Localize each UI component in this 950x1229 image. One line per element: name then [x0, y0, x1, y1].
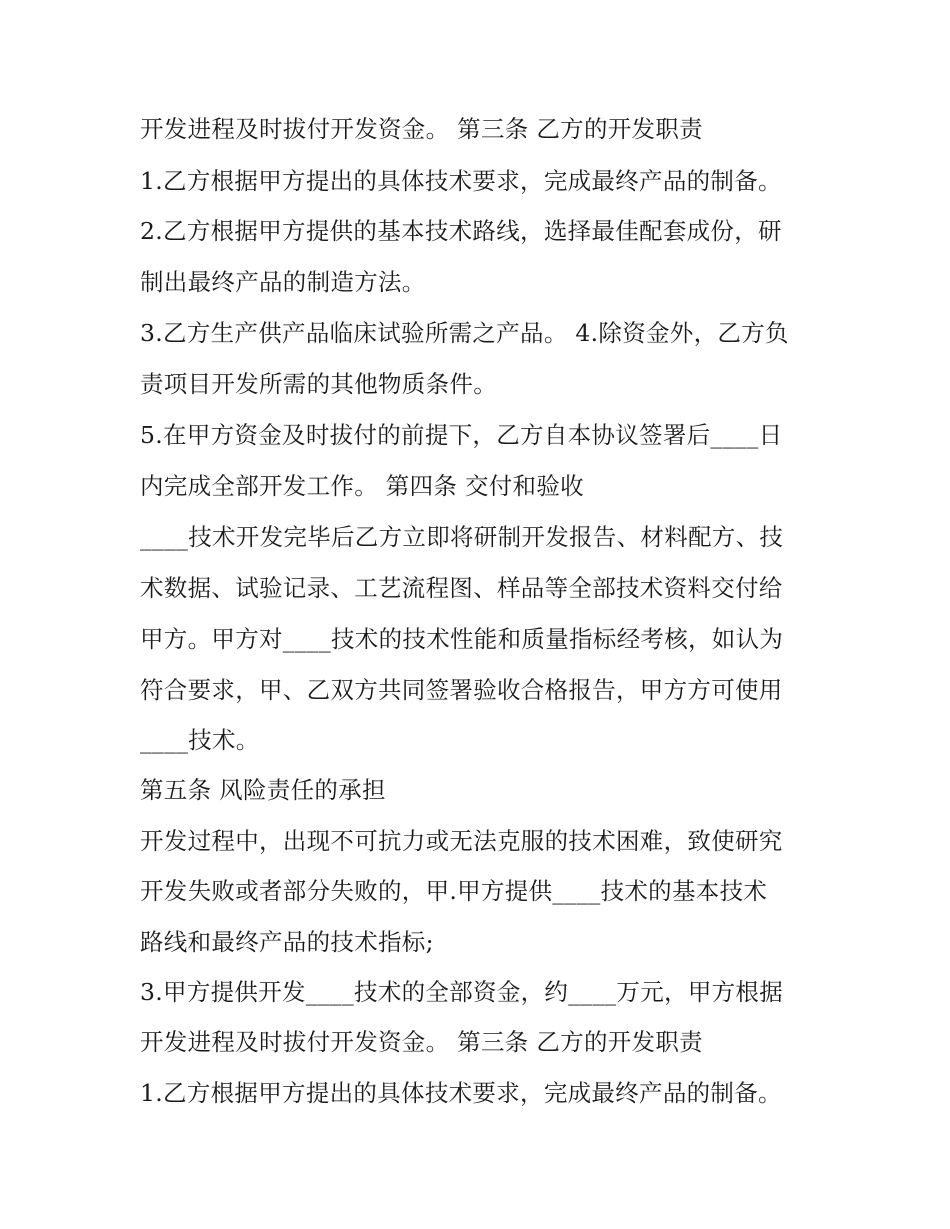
text-line: 开发失败或者部分失败的，甲.甲方提供____技术的基本技术 [140, 877, 768, 905]
text-line: 3.甲方提供开发____技术的全部资金，约____万元，甲方根据 [140, 978, 784, 1006]
text-line: ____技术。 [140, 726, 260, 754]
text-line: 5.在甲方资金及时拔付的前提下，乙方自本协议签署后____日 [140, 421, 783, 449]
text-line: ____技术开发完毕后乙方立即将研制开发报告、材料配方、技 [140, 523, 784, 551]
text-line: 术数据、试验记录、工艺流程图、样品等全部技术资料交付给 [140, 574, 783, 602]
text-line: 符合要求，甲、乙双方共同签署验收合格报告，甲方方可使用 [140, 676, 783, 704]
text-line: 责项目开发所需的其他物质条件。 [140, 370, 497, 398]
text-line: 甲方。甲方对____技术的技术性能和质量指标经考核，如认为 [140, 625, 784, 653]
text-line: 开发进程及时拔付开发资金。 第三条 乙方的开发职责 [140, 1028, 703, 1056]
text-line: 1.乙方根据甲方提出的具体技术要求，完成最终产品的制备。 [140, 167, 782, 195]
text-line: 1.乙方根据甲方提出的具体技术要求，完成最终产品的制备。 [140, 1079, 782, 1107]
text-line: 开发进程及时拔付开发资金。 第三条 乙方的开发职责 [140, 115, 703, 143]
text-line: 制出最终产品的制造方法。 [140, 268, 426, 296]
text-line: 3.乙方生产供产品临床试验所需之产品。 4.除资金外，乙方负 [140, 319, 789, 347]
text-line: 2.乙方根据甲方提供的基本技术路线，选择最佳配套成份，研 [140, 217, 782, 245]
text-line: 路线和最终产品的技术指标; [140, 928, 434, 956]
text-line: 内完成全部开发工作。 第四条 交付和验收 [140, 472, 584, 500]
text-line: 开发过程中，出现不可抗力或无法克服的技术困难，致使研究 [140, 827, 783, 855]
text-line: 第五条 风险责任的承担 [140, 776, 386, 804]
